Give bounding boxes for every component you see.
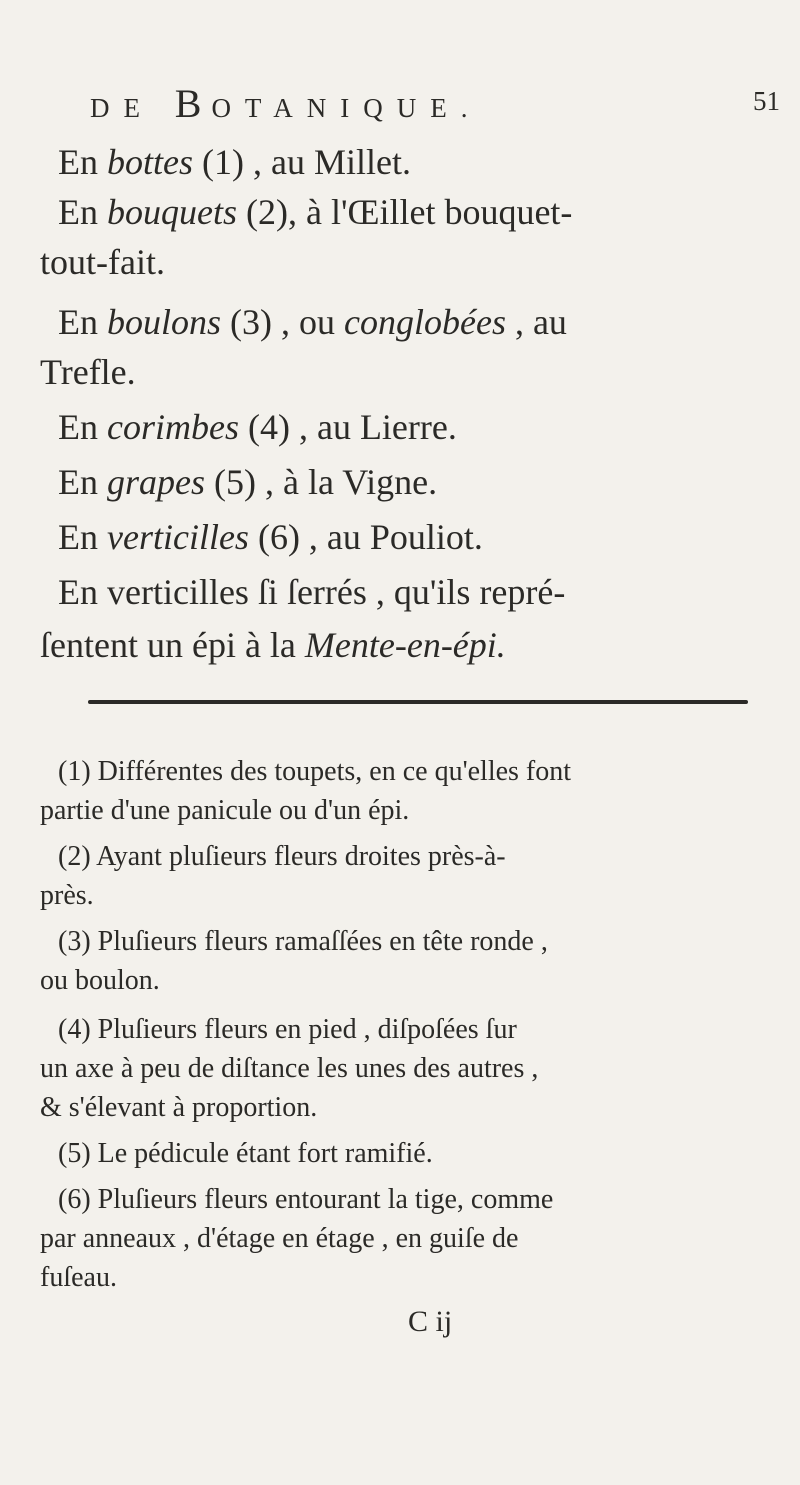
- footnote-line: partie d'une panicule ou d'un épi.: [40, 795, 410, 826]
- footnote-line: un axe à peu de diſtance les unes des autres ,: [40, 1053, 539, 1084]
- text-line: En grapes (5) , à la Vigne.: [58, 462, 438, 502]
- text-line: tout-fait.: [40, 242, 165, 282]
- footnote-line: (1) Différentes des toupets, en ce qu'elles font: [58, 756, 572, 787]
- footnote-line: (5) Le pédicule étant fort ramifié.: [58, 1138, 433, 1169]
- footnote-line: par anneaux , d'étage en étage , en guiſe de: [40, 1223, 519, 1254]
- running-title: DE BOTANIQUE.: [90, 81, 482, 126]
- footnote-line: près.: [40, 880, 94, 911]
- text-line: En bottes (1) , au Millet.: [58, 142, 411, 182]
- footnote-line: (6) Pluſieurs fleurs entourant la tige, comme: [58, 1184, 554, 1215]
- text-line: En bouquets (2), à l'Œillet bouquet-: [58, 192, 573, 232]
- text-line: En verticilles (6) , au Pouliot.: [58, 517, 483, 557]
- running-header: [90, 80, 780, 130]
- page-number: 51: [753, 86, 780, 116]
- signature-mark: C ij: [408, 1305, 453, 1338]
- text-line: En boulons (3) , ou conglobées , au: [58, 302, 567, 342]
- footnote-rule: [88, 700, 748, 704]
- footnote-line: fuſeau.: [40, 1262, 117, 1293]
- text-line: En corimbes (4) , au Lierre.: [58, 407, 457, 447]
- footnote-line: ou boulon.: [40, 965, 160, 996]
- footnote-line: (4) Pluſieurs fleurs en pied , diſpoſées ſur: [58, 1014, 517, 1045]
- text-line: Trefle.: [40, 352, 136, 392]
- text-line: En verticilles ſi ſerrés , qu'ils repré-: [58, 572, 566, 612]
- footnote-line: & s'élevant à proportion.: [40, 1092, 318, 1123]
- footnote-line: (2) Ayant pluſieurs fleurs droites près-à-: [58, 841, 506, 872]
- text-line: ſentent un épi à la Mente-en-épi.: [40, 625, 506, 665]
- footnote-line: (3) Pluſieurs fleurs ramaſſées en tête ronde ,: [58, 926, 548, 957]
